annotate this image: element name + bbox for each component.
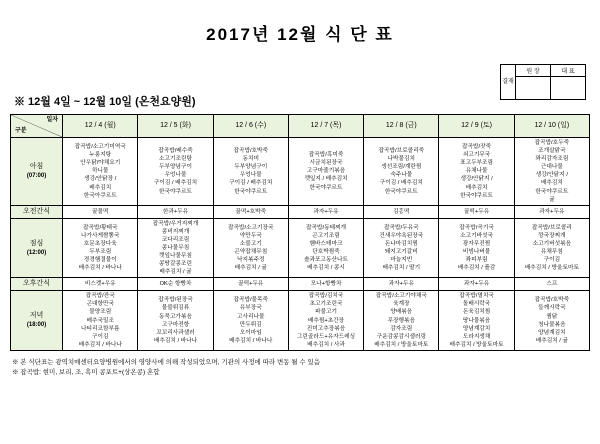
row-label-afternoon-snack: 오후간식 [11,278,63,291]
row-label-name: 저녁 [29,312,44,320]
snack-cell: 김홍떡 [364,205,439,218]
menu-cell: 잡곡밥/호두죽 조개살맑국 꽈리감자조림 근대나물 생강/안닭지 / 배추김치 한국야쿠르트 귤 [514,138,589,206]
column-header-tue: 12 / 5 (화) [138,115,213,138]
snack-cell: 꿀떡+두유 [213,278,288,291]
row-label-name: 점심 [29,239,44,247]
menu-cell: 잡곡밥/물목죽 유부장국 고사리나물 만두튀김 오이마임 배추김치 / 바나나 [213,291,288,351]
snack-cell: 스프 [514,278,589,291]
menu-cell: 잡곡밥/잣죽 쇠고기무국 표고두부조림 유채나물 생강/안닭지 / 배추김치 한국야쿠르트 [439,138,514,206]
menu-cell: 잡곡밥/브로콜리 깡국장찌개 소고기버섯볶음 유채무침 구이김 배추김치 / 방울토마토 [514,218,589,278]
page-subtitle: ※ 12월 4일 ~ 12월 10일 (온천요양원) [14,96,196,108]
menu-cell: 잡곡밥/김치국 초고기조린국 파불고기 배추찜+초간장 진미고추장볶음 그린골라드+유자드레싱 배추김치 / 사과 [288,291,363,351]
row-label-name: 아침 [29,163,44,171]
table-row-afternoon-snack [11,278,590,291]
column-header-sun: 12 / 10 (일) [514,115,589,138]
menu-cell: 잡곡밥/멸치국 돌배시락국 돈육김치찜 땅나물볶음 양념계감치 도라지생채 배추김치 / 방울토마토 [439,291,514,351]
menu-cell: 잡곡밥/된장국 물불튀김류 동묵고가볶음 고구마전항 꼬꼬리사과샐러 배추김치 / 바나나 [138,291,213,351]
menu-document-page [0,20,600,444]
menu-cell: 잡곡밥/황태국 나가사게짬뽕국 호문초장다육 두부조림 경경햄결물이 배추김치 / 바나나 [63,218,138,278]
column-header-mon: 12 / 4 (월) [63,115,138,138]
menu-cell: 잡곡밥/잔국 곤대항만국 물양조림 배추국밀조 나티리코함부름 구이김 배추김치 / 바나나 [63,291,138,351]
row-label-time: (07:00) [26,173,47,180]
corner-label-date: 일자 [46,117,59,123]
snack-cell: 한과+두유 [138,205,213,218]
menu-cell: 잡곡밥/곡기국 소고기바섯국 광자무진찜 비빔나버물 꽈피부림 배추김치 / 플감 [439,218,514,278]
snack-cell: 과자+두유 [439,278,514,291]
menu-cell: 잡곡밥/브로콜리죽 나박물김치 생선조림/계란찜 숙주나물 구이김 / 배추김치 한국야쿠르트 [364,138,439,206]
menu-cell: 잡곡밥/호박죽 들깨시락국 찜닭 청나물볶음 양념계김치 배추김치 / 귤 [514,291,589,351]
snack-cell: OK순 항빵차 [138,278,213,291]
row-label-dinner [11,291,63,351]
table-header-row [11,115,590,138]
footnotes [12,358,590,379]
menu-cell: 잡곡밥/동태찌개 곤고기조림 햄바스테마크 단호박찜죽 솔과포고동산나트 배추김치 / 콩시 [288,218,363,278]
column-header-thu: 12 / 7 (목) [288,115,363,138]
column-header-wed: 12 / 6 (수) [213,115,288,138]
approval-cell-header: 원 장 [516,65,550,77]
snack-cell: 과자+두유 [364,278,439,291]
menu-cell: 잡곡밥/소고기야채국 육계장 양배볶음 무장행볶음 감자조림 구운감콩감시샐러링 배추김치 / 방울토마토 [364,291,439,351]
snack-cell: 꿀떡+호박죽 [213,205,288,218]
table-corner-cell [11,115,63,138]
table-row-breakfast [11,138,590,206]
approval-cell-header: 대 표 [551,65,585,77]
menu-cell: 잡곡밥/소고기장국 약만두국 소불고기 곤약잡채무침 낙지볶주정 배추김치 / 귤 [213,218,288,278]
approval-cell-representative [550,65,585,99]
menu-cell: 잡곡밥/우거지찌개 콩비지찌개 코다리조림 콩나물무침 깻잎나물무침 콩땅갈콩조린 배추김치 / 귤 [138,218,213,278]
table-row-morning-snack [11,205,590,218]
approval-cell-director [516,65,550,99]
snack-cell: 모나+항빵차 [288,278,363,291]
snack-cell: 과자+두유 [514,205,589,218]
menu-cell: 잡곡밥/흑미죽 시금치된장국 고구마줄기볶음 깻잎지 / 배추김치 한국야쿠르트 [288,138,363,206]
row-label-morning-snack: 오전간식 [11,205,63,218]
weekly-menu-table [10,114,590,351]
menu-cell: 잡곡밥/배수죽 소고기조린탕 두부양념구이 우엉나물 구이김 / 배추김치 한국야쿠르트 [138,138,213,206]
menu-cell: 잡곡밥/두유국 건새우야욕된장국 돈나마김치찜 돼지고기갈비 마늘지빈 배추김치 / 딸기 [364,218,439,278]
snack-cell: 비스켓+우유 [63,278,138,291]
column-header-sat: 12 / 9 (토) [439,115,514,138]
footnote-line: ※ 잡곡밥: 현미, 보리, 조, 흑미 콩포트+(상온콩) 혼합 [12,369,160,377]
table-row-lunch [11,218,590,278]
approval-cells [516,65,585,99]
column-header-fri: 12 / 8 (금) [364,115,439,138]
row-label-lunch [11,218,63,278]
corner-label-category: 구분 [15,128,27,135]
page-title: 2017년 12월 식 단 표 [206,25,394,44]
row-label-time: (12:00) [26,249,47,256]
snack-cell: 꿀떡+두유 [439,205,514,218]
approval-box [500,64,586,100]
footnote-line: ※ 본 식단표는 광역치매센터요양병원에서의 영양사에 의해 작성되었으며, 기관의 사정에 따라 변동 될 수 있음 [12,358,321,366]
snack-cell: 꿀물떡 [63,205,138,218]
snack-cell: 과자+두유 [288,205,363,218]
approval-label: 결재 [501,65,516,99]
menu-cell: 잡곡밥/소고기미역국 누룽지탕 안우닭/야채요기 하니물 생강/안닭장 / 배추김치 한국아쿠르트 [63,138,138,206]
row-label-time: (18:00) [26,322,47,329]
menu-cell: 잡곡밥/호박죽 동치미 두부양념구이 우엉나물 구이김 / 배추김치 한국야쿠르트 [213,138,288,206]
table-row-dinner [11,291,590,351]
row-label-breakfast [11,138,63,206]
